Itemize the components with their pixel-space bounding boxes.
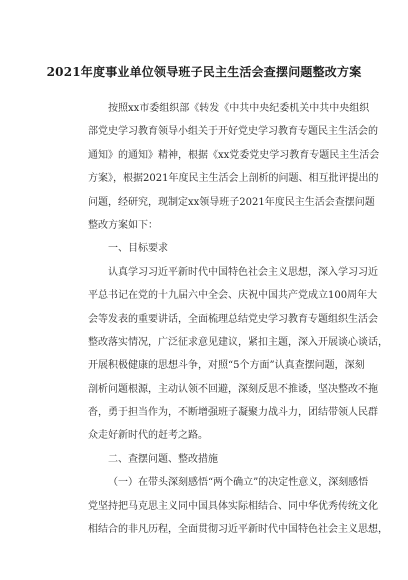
paragraph-line: 整改落实情况，广泛征求意见建议，紧扣主题，深入开展谈心谈话，: [88, 336, 388, 348]
paragraph-line: 部党史学习教育领导小组关于开好党史学习教育专题民主生活会的: [88, 126, 378, 138]
paragraph-line: 党坚持把马克思主义同中国具体实际相结合、同中华优秀传统文化: [88, 500, 378, 512]
section-heading: 一、目标要求: [108, 243, 168, 255]
paragraph-line: 按照xx市委组织部《转发《中共中央纪委机关中共中央组织: [108, 103, 370, 114]
paragraph-line: （一）在带头深刻感悟“两个确立”的决定性意义，深刻感悟: [108, 477, 369, 489]
paragraph-line: 剖析问题根源，主动认领不回避，深刻反思不推诿，坚决整改不拖: [88, 383, 378, 395]
paragraph-line: 通知》的通知》精神，根据《xx党委党史学习教育专题民主生活会: [88, 149, 380, 161]
paragraph-line: 认真学习习近平新时代中国特色社会主义思想，深入学习习近: [108, 266, 378, 278]
document-title: 2021年度事业单位领导班子民主生活会查摆问题整改方案: [46, 65, 362, 79]
paragraph-line: 开展积极健康的思想斗争，对照“5个方面”认真查摆问题，深刻: [88, 360, 365, 372]
paragraph-line: 方案》，根据2021年度民主生活会上剖析的问题、相互批评提出的: [88, 173, 379, 185]
section-heading: 二、查摆问题、整改措施: [108, 453, 218, 465]
paragraph-line: 问题，经研究，现制定xx领导班子2021年度民主生活会查摆问题: [88, 196, 375, 208]
paragraph-line: 整改方案如下：: [88, 219, 158, 231]
paragraph-line: 会等发表的重要讲话，全面梳理总结党史学习教育专题组织生活会: [88, 313, 378, 325]
paragraph-line: 相结合的非凡历程，全面贯彻习近平新时代中国特色社会主义思想，: [88, 524, 388, 536]
paragraph-line: 平总书记在党的十九届六中全会、庆祝中国共产党成立100周年大: [88, 290, 378, 302]
document-body: [88, 97, 388, 541]
paragraph-line: 众走好新时代的赶考之路。: [88, 430, 208, 442]
paragraph-line: 沓，勇于担当作为，不断增强班子凝聚力战斗力，团结带领人民群: [88, 407, 378, 419]
